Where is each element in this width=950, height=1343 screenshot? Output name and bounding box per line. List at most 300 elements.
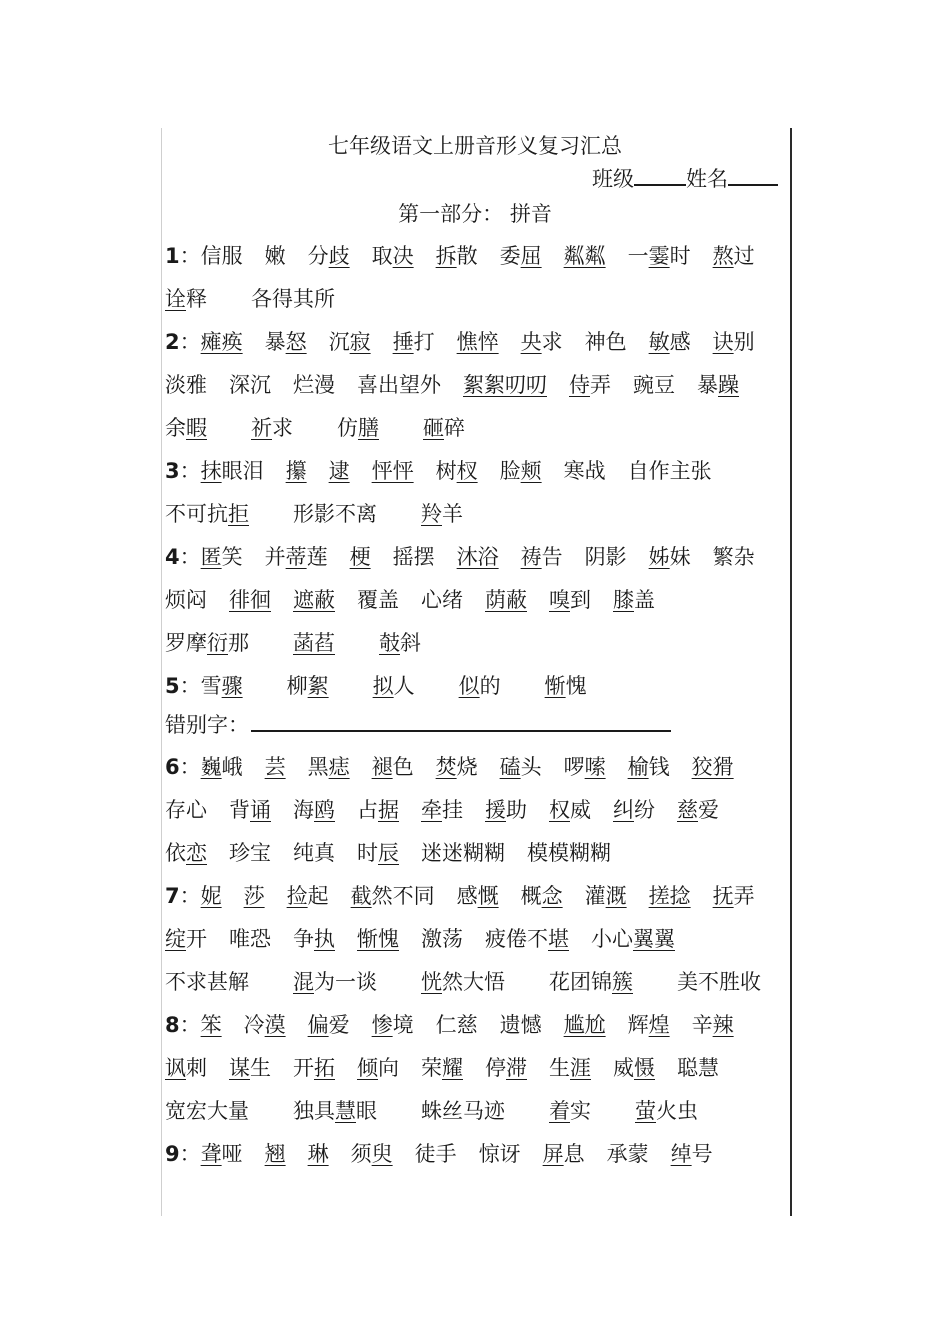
- vocab-word: 捶打: [392, 330, 435, 354]
- underlined-char: 姊: [648, 545, 670, 569]
- vocab-word: 偏爱: [307, 1013, 350, 1037]
- vocab-word: 权威: [549, 798, 591, 822]
- vocab-word: 敏感: [648, 330, 691, 354]
- vocab-word: 辉煌: [627, 1013, 670, 1037]
- underlined-char: 怦怦: [371, 459, 414, 483]
- vocab-word: 灌溉: [584, 884, 627, 908]
- vocab-word: 姊妹: [648, 545, 691, 569]
- row-number: 9: [165, 1142, 180, 1166]
- word-row: [165, 627, 465, 657]
- underlined-char: 琳: [307, 1142, 329, 1166]
- underlined-char: 着: [549, 1099, 570, 1123]
- row-number: 5: [165, 674, 180, 698]
- vocab-word: 暴躁: [697, 373, 739, 397]
- vocab-word: 小心翼翼: [591, 927, 675, 951]
- underlined-char: 执: [314, 927, 335, 951]
- vocab-word: [201, 880, 222, 910]
- vocab-word: [357, 923, 399, 953]
- vocab-word: 雪骤: [200, 674, 243, 698]
- vocab-word: 惭愧: [544, 674, 587, 698]
- underlined-char: 慑: [634, 1056, 655, 1080]
- row-number: 7: [165, 884, 180, 908]
- vocab-word: 纠纷: [613, 798, 655, 822]
- underlined-char: 祈: [251, 416, 272, 440]
- word-row: [165, 837, 633, 867]
- vocab-word: 余暇: [165, 416, 207, 440]
- underlined-char: 躁: [718, 373, 739, 397]
- underlined-char: 绰: [670, 1142, 692, 1166]
- underlined-char: 骤: [221, 674, 243, 698]
- vocab-word: [293, 584, 335, 614]
- underlined-char: 诀: [712, 330, 734, 354]
- vocab-word: 感慨: [456, 884, 499, 908]
- underlined-char: 磕: [499, 755, 521, 779]
- vocab-word: 冷漠: [243, 1013, 286, 1037]
- underlined-char: 遮蔽: [293, 588, 335, 612]
- vocab-word: 绽开: [165, 927, 207, 951]
- vocab-word: 背诵: [229, 798, 271, 822]
- part-heading: 第一部分： 拼音: [398, 202, 552, 226]
- vocab-word: [293, 627, 335, 657]
- vocab-word: 祷告: [520, 545, 563, 569]
- vocab-word: 榆钱: [627, 755, 670, 779]
- vocab-word: 牵挂: [421, 798, 463, 822]
- underlined-char: 砸: [423, 416, 444, 440]
- underlined-char: 讽: [165, 1056, 186, 1080]
- underlined-char: 援: [485, 798, 506, 822]
- word-row: [165, 541, 777, 571]
- underlined-char: 倾: [357, 1056, 378, 1080]
- underlined-char: 念: [541, 884, 563, 908]
- vocab-word: 绰号: [670, 1142, 713, 1166]
- underlined-char: 捡: [286, 884, 308, 908]
- underlined-char: 惭: [544, 674, 566, 698]
- vocab-word: 信服: [200, 244, 243, 268]
- vocab-word: 覆盖: [357, 588, 399, 612]
- underlined-char: 拆: [435, 244, 457, 268]
- vocab-word: 诀别: [712, 330, 755, 354]
- class-blank: [634, 165, 686, 186]
- vocab-word: 时辰: [357, 841, 399, 865]
- underlined-char: 膝: [613, 588, 634, 612]
- underlined-char: 侍: [569, 373, 590, 397]
- vocab-word: 抹眼泪: [200, 459, 264, 483]
- name-blank: [728, 165, 778, 186]
- underlined-char: 荫蔽: [485, 588, 527, 612]
- vocab-word: 褪色: [371, 755, 414, 779]
- underlined-char: 煌: [648, 1013, 670, 1037]
- row-number: 4: [165, 545, 180, 569]
- word-row: [165, 240, 777, 270]
- underlined-char: 莎: [243, 884, 265, 908]
- underlined-char: 惨: [371, 1013, 393, 1037]
- underlined-char: 绽: [165, 927, 186, 951]
- word-row: [165, 751, 756, 781]
- underlined-char: 抚: [712, 884, 734, 908]
- underlined-char: 漠: [264, 1013, 286, 1037]
- vocab-word: 援助: [485, 798, 527, 822]
- underlined-char: 膳: [358, 416, 379, 440]
- vocab-word: 辛辣: [691, 1013, 734, 1037]
- vocab-word: 谋生: [229, 1056, 271, 1080]
- underlined-char: 粼粼: [563, 244, 606, 268]
- error-blank: [251, 710, 671, 732]
- underlined-char: 攥: [285, 459, 307, 483]
- vocab-word: 截然不同: [350, 884, 435, 908]
- class-name-line: [592, 163, 778, 193]
- row-separator: ：: [179, 330, 201, 354]
- underlined-char: 耀: [442, 1056, 463, 1080]
- vocab-word: 委屈: [499, 244, 542, 268]
- error-label: 错别字：: [165, 713, 249, 737]
- underlined-char: 熬: [712, 244, 734, 268]
- underlined-char: 似: [458, 674, 480, 698]
- vocab-word: 心绪: [421, 588, 463, 612]
- vocab-word: 海鸥: [293, 798, 335, 822]
- underlined-char: 拟: [372, 674, 394, 698]
- word-row: [165, 369, 761, 399]
- vocab-word: [372, 455, 414, 485]
- vocab-word: 珍宝: [229, 841, 271, 865]
- vocab-word: 存心: [165, 798, 207, 822]
- underlined-char: 霎: [648, 244, 670, 268]
- underlined-char: 歧: [328, 244, 350, 268]
- vocab-word: [229, 584, 271, 614]
- vocab-word: 惨境: [371, 1013, 414, 1037]
- vocab-word: 拟人: [372, 674, 415, 698]
- underlined-char: 偏: [307, 1013, 329, 1037]
- underlined-char: 惭愧: [357, 927, 399, 951]
- page-right-border: [790, 128, 792, 1216]
- document-title: 七年级语文上册音形义复习汇总: [328, 134, 622, 158]
- vocab-word: 讽刺: [165, 1056, 207, 1080]
- word-row: [165, 1052, 741, 1082]
- row-separator: ：: [179, 545, 201, 569]
- vocab-word: 萤火虫: [635, 1099, 698, 1123]
- underlined-char: 鸥: [314, 798, 335, 822]
- word-row: [165, 923, 697, 953]
- vocab-word: [350, 541, 371, 571]
- underlined-char: 榆: [627, 755, 649, 779]
- word-row: [165, 326, 777, 356]
- vocab-word: 倾向: [357, 1056, 399, 1080]
- vocab-word: 取决: [371, 244, 414, 268]
- vocab-word: 匿笑: [200, 545, 243, 569]
- vocab-word: 砸碎: [423, 416, 465, 440]
- vocab-word: 黑痣: [307, 755, 350, 779]
- underlined-char: 芸: [264, 755, 286, 779]
- vocab-word: 央求: [520, 330, 563, 354]
- underlined-char: 杈: [456, 459, 478, 483]
- name-label: 姓名: [686, 167, 728, 191]
- underlined-char: 梗: [349, 545, 371, 569]
- vocab-word: 脸颊: [499, 459, 542, 483]
- underlined-char: 辣: [712, 1013, 734, 1037]
- vocab-word: [201, 326, 243, 356]
- underlined-char: 颊: [520, 459, 542, 483]
- vocab-word: 烦闷: [165, 588, 207, 612]
- vocab-word: 恍然大悟: [421, 970, 505, 994]
- row-separator: ：: [179, 1142, 201, 1166]
- vocab-word: 形影不离: [293, 502, 377, 526]
- underlined-char: 据: [378, 798, 399, 822]
- underlined-char: 沐浴: [456, 545, 499, 569]
- underlined-char: 截: [350, 884, 372, 908]
- underlined-char: 逮: [328, 459, 350, 483]
- vocab-word: 蛛丝马迹: [421, 1099, 505, 1123]
- row-number: 8: [165, 1013, 180, 1037]
- vocab-word: 豌豆: [633, 373, 675, 397]
- vocab-word: 膝盖: [613, 588, 655, 612]
- vocab-word: [244, 880, 265, 910]
- word-row: [165, 283, 379, 313]
- underlined-char: 谋: [229, 1056, 250, 1080]
- vocab-word: 着实: [549, 1099, 591, 1123]
- vocab-word: 树杈: [435, 459, 478, 483]
- row-separator: ：: [179, 459, 201, 483]
- vocab-word: 啰嗦: [563, 755, 606, 779]
- underlined-char: 攲: [379, 631, 400, 655]
- vocab-word: 独具慧眼: [293, 1099, 377, 1123]
- vocab-word: 宽宏大量: [165, 1099, 249, 1123]
- underlined-char: 牵: [421, 798, 442, 822]
- vocab-word: 混为一谈: [293, 970, 377, 994]
- vocab-word: 羚羊: [421, 502, 463, 526]
- vocab-word: 占据: [357, 798, 399, 822]
- underlined-char: 翼翼: [633, 927, 675, 951]
- vocab-word: 柳絮: [286, 674, 329, 698]
- underlined-char: 慈: [677, 798, 698, 822]
- underlined-char: 尴尬: [563, 1013, 606, 1037]
- word-row: [165, 1138, 735, 1168]
- vocab-word: 嗅到: [549, 588, 591, 612]
- underlined-char: 涯: [570, 1056, 591, 1080]
- vocab-word: [265, 751, 286, 781]
- underlined-char: 嗅: [549, 588, 570, 612]
- word-row: [165, 584, 677, 614]
- word-row: [165, 1095, 742, 1125]
- underlined-char: 巍: [200, 755, 222, 779]
- underlined-char: 臾: [371, 1142, 393, 1166]
- vocab-word: 深沉: [229, 373, 271, 397]
- vocab-word: 焚烧: [435, 755, 478, 779]
- vocab-word: 聪慧: [677, 1056, 719, 1080]
- underlined-char: 堪: [548, 927, 569, 951]
- vocab-word: 繁杂: [712, 545, 755, 569]
- underlined-char: 暇: [186, 416, 207, 440]
- row-number: 2: [165, 330, 180, 354]
- class-label: 班级: [592, 167, 634, 191]
- underlined-char: 蒂: [285, 545, 307, 569]
- underlined-char: 抹: [200, 459, 222, 483]
- vocab-word: [457, 326, 499, 356]
- vocab-word: 不可抗拒: [165, 502, 249, 526]
- vocab-word: 诠释: [165, 287, 207, 311]
- vocab-word: 争执: [293, 927, 335, 951]
- underlined-char: 徘徊: [229, 588, 271, 612]
- vocab-word: [463, 369, 547, 399]
- word-row: [165, 1009, 756, 1039]
- vocab-word: 一霎时: [627, 244, 691, 268]
- vocab-word: 喜出望外: [357, 373, 441, 397]
- underlined-char: 憔悴: [456, 330, 499, 354]
- word-row: [165, 966, 805, 996]
- vocab-word: 纯真: [293, 841, 335, 865]
- underlined-char: 聋: [200, 1142, 222, 1166]
- underlined-char: 衍: [207, 631, 228, 655]
- underlined-char: 恋: [186, 841, 207, 865]
- vocab-word: 美不胜收: [677, 970, 761, 994]
- vocab-word: 模模糊糊: [527, 841, 611, 865]
- row-number: 1: [165, 244, 180, 268]
- underlined-char: 捶: [392, 330, 414, 354]
- underlined-char: 寂: [349, 330, 371, 354]
- vocab-word: [564, 240, 606, 270]
- underlined-char: 妮: [200, 884, 222, 908]
- underlined-char: 诵: [250, 798, 271, 822]
- vocab-word: 阴影: [584, 545, 627, 569]
- vocab-word: 各得其所: [251, 287, 335, 311]
- vocab-word: 分歧: [307, 244, 350, 268]
- underlined-char: 嗦: [584, 755, 606, 779]
- underlined-char: 笨: [200, 1013, 222, 1037]
- vocab-word: 慈爱: [677, 798, 719, 822]
- word-row: [165, 498, 507, 528]
- vocab-word: 并蒂莲: [264, 545, 328, 569]
- vocab-word: 暴怒: [264, 330, 307, 354]
- vocab-word: 不求甚解: [165, 970, 249, 994]
- vocab-word: [649, 880, 691, 910]
- underlined-char: 滞: [506, 1056, 527, 1080]
- vocab-word: 迷迷糊糊: [421, 841, 505, 865]
- underlined-char: 絮絮叨叨: [463, 373, 547, 397]
- page-left-border: [161, 128, 162, 1216]
- vocab-word: 花团锦簇: [549, 970, 633, 994]
- word-row: [165, 455, 734, 485]
- vocab-word: [457, 541, 499, 571]
- underlined-char: 混: [293, 970, 314, 994]
- vocab-word: 停滞: [485, 1056, 527, 1080]
- underlined-char: 菡萏: [293, 631, 335, 655]
- vocab-word: 神色: [584, 330, 627, 354]
- vocab-word: 祈求: [251, 416, 293, 440]
- vocab-word: 嫩: [264, 244, 286, 268]
- vocab-word: 激荡: [421, 927, 463, 951]
- vocab-word: 烂漫: [293, 373, 335, 397]
- vocab-word: [201, 1009, 222, 1039]
- vocab-word: 疲倦不堪: [485, 927, 569, 951]
- row-separator: ：: [179, 755, 201, 779]
- underlined-char: 恍: [421, 970, 442, 994]
- vocab-word: 遗憾: [499, 1013, 542, 1037]
- vocab-word: 惊讶: [478, 1142, 521, 1166]
- vocab-word: 熬过: [712, 244, 755, 268]
- vocab-word: 侍弄: [569, 373, 611, 397]
- word-row: [165, 412, 509, 442]
- underlined-char: 絮: [307, 674, 329, 698]
- row-number: 3: [165, 459, 180, 483]
- vocab-word: 磕头: [499, 755, 542, 779]
- underlined-char: 翘: [264, 1142, 286, 1166]
- vocab-word: 仿膳: [337, 416, 379, 440]
- underlined-char: 搓捻: [648, 884, 691, 908]
- underlined-char: 慨: [477, 884, 499, 908]
- vocab-word: [564, 1009, 606, 1039]
- underlined-char: 屏: [542, 1142, 564, 1166]
- row-separator: ：: [179, 1013, 201, 1037]
- vocab-word: 威慑: [613, 1056, 655, 1080]
- vocab-word: [329, 455, 350, 485]
- underlined-char: 纠: [613, 798, 634, 822]
- row-number: 6: [165, 755, 180, 779]
- vocab-word: 须臾: [350, 1142, 393, 1166]
- vocab-word: 自作主张: [627, 459, 712, 483]
- vocab-word: 摇摆: [392, 545, 435, 569]
- underlined-char: 怒: [285, 330, 307, 354]
- underlined-char: 拓: [314, 1056, 335, 1080]
- underlined-char: 慧: [335, 1099, 356, 1123]
- underlined-char: 权: [549, 798, 570, 822]
- underlined-char: 痣: [328, 755, 350, 779]
- underlined-char: 狡猾: [691, 755, 734, 779]
- vocab-word: 罗摩衍那: [165, 631, 249, 655]
- underlined-char: 褪: [371, 755, 393, 779]
- underlined-char: 拒: [228, 502, 249, 526]
- vocab-word: 依恋: [165, 841, 207, 865]
- underlined-char: 诠: [165, 287, 186, 311]
- vocab-word: 承蒙: [606, 1142, 649, 1166]
- underlined-char: 央: [520, 330, 542, 354]
- vocab-word: 捡起: [286, 884, 329, 908]
- underlined-char: 瘫痪: [200, 330, 243, 354]
- vocab-word: [308, 1138, 329, 1168]
- underlined-char: 辰: [378, 841, 399, 865]
- row-separator: ：: [179, 244, 201, 268]
- underlined-char: 溉: [605, 884, 627, 908]
- vocab-word: 似的: [458, 674, 501, 698]
- underlined-char: 羚: [421, 502, 442, 526]
- underlined-char: 焚: [435, 755, 457, 779]
- underlined-char: 决: [392, 244, 414, 268]
- vocab-word: 沉寂: [328, 330, 371, 354]
- vocab-word: 生涯: [549, 1056, 591, 1080]
- underlined-char: 敏: [648, 330, 670, 354]
- vocab-word: 聋哑: [200, 1142, 243, 1166]
- vocab-word: 唯恐: [229, 927, 271, 951]
- vocab-word: 寒战: [563, 459, 606, 483]
- vocab-word: [692, 751, 734, 781]
- vocab-word: [485, 584, 527, 614]
- vocab-word: 徒手: [414, 1142, 457, 1166]
- vocab-word: [286, 455, 307, 485]
- underlined-char: 祷: [520, 545, 542, 569]
- vocab-word: 拆散: [435, 244, 478, 268]
- underlined-char: 匿: [200, 545, 222, 569]
- vocab-word: 攲斜: [379, 631, 421, 655]
- underlined-char: 萤: [635, 1099, 656, 1123]
- error-characters-line: [165, 709, 671, 739]
- underlined-char: 屈: [520, 244, 542, 268]
- word-row: [165, 794, 741, 824]
- vocab-word: 荣耀: [421, 1056, 463, 1080]
- word-row: [165, 880, 777, 910]
- underlined-char: 簇: [612, 970, 633, 994]
- row-separator: ：: [179, 884, 201, 908]
- vocab-word: 开拓: [293, 1056, 335, 1080]
- vocab-word: 巍峨: [200, 755, 243, 779]
- vocab-word: 概念: [520, 884, 563, 908]
- vocab-word: 仁慈: [435, 1013, 478, 1037]
